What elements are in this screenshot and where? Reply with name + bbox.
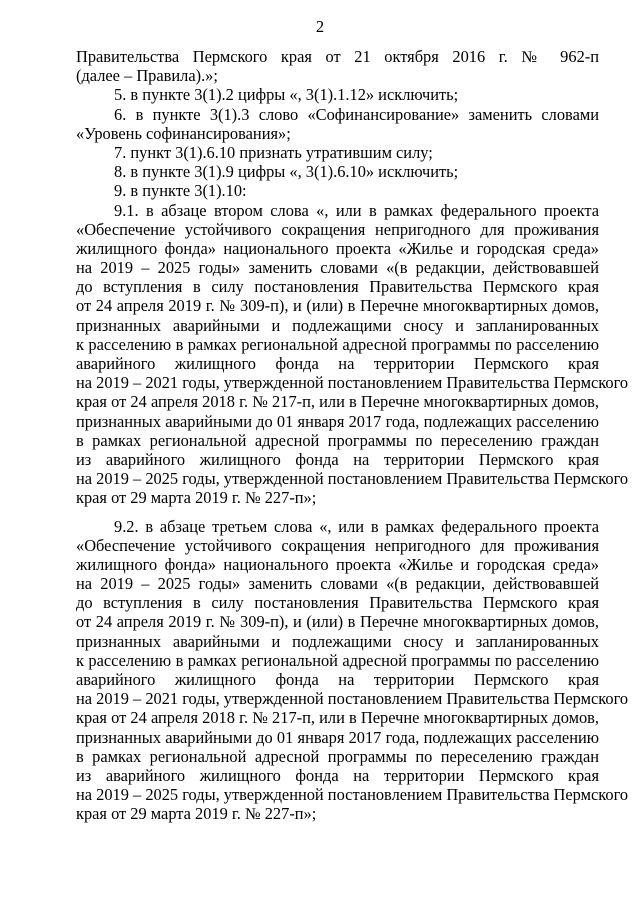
text-line: «Уровень софинансирования»; <box>76 123 291 143</box>
text-line: до вступления в силу постановления Правительства Пермского края <box>76 593 599 613</box>
text-line: 9.2. в абзаце третьем слова «, или в рамках федерального проекта <box>114 516 599 536</box>
text-line: от 24 апреля 2019 г. № 309-п), и (или) в Перечне многоквартирных домов, <box>76 612 599 632</box>
text-line: 8. в пункте 3(1).9 цифры «, 3(1).6.10» исключить; <box>114 162 459 182</box>
document-body <box>76 47 629 824</box>
text-line: 7. пункт 3(1).6.10 признать утратившим силу; <box>114 142 433 162</box>
text-line: аварийного жилищного фонда на территории Пермского края <box>76 670 599 689</box>
text-line: жилищного фонда» национального проекта «Жилье и городская среда» <box>76 238 599 258</box>
paragraph-gap <box>76 508 599 517</box>
text-line: края от 24 апреля 2018 г. № 217-п, или в Перечне многоквартирных домов, <box>76 392 599 412</box>
text-line: из аварийного жилищного фонда на территории Пермского края <box>76 449 599 469</box>
text-line: Правительства Пермского края от 21 октября 2016 г. № 962-п <box>76 47 599 66</box>
text-line: на 2019 – 2021 годы, утвержденной постановлением Правительства Пермского <box>76 689 629 709</box>
text-line: на 2019 – 2025 годы, утвержденной постановлением Правительства Пермского <box>76 469 629 489</box>
page-number: 2 <box>315 17 325 36</box>
text-line: из аварийного жилищного фонда на территории Пермского края <box>76 765 599 785</box>
text-line: 6. в пункте 3(1).3 слово «Софинансирование» заменить словами <box>114 104 599 124</box>
text-line: 9. в пункте 3(1).10: <box>114 181 247 201</box>
text-line: в рамках региональной адресной программы по переселению граждан <box>76 746 599 766</box>
text-line: края от 29 марта 2019 г. № 227-п»; <box>76 804 317 824</box>
text-line: «Обеспечение устойчивого сокращения непригодного для проживания <box>76 219 599 239</box>
text-line: аварийного жилищного фонда на территории Пермского края <box>76 354 599 373</box>
text-line: признанных аварийными и подлежащими сносу и запланированных <box>76 631 599 651</box>
text-line: признанных аварийными до 01 января 2017 года, подлежащих расселению <box>76 727 599 747</box>
text-line: на 2019 – 2025 годы» заменить словами «(в редакции, действовавшей <box>76 258 599 278</box>
text-line: в рамках региональной адресной программы по переселению граждан <box>76 430 599 450</box>
text-line: до вступления в силу постановления Правительства Пермского края <box>76 277 599 297</box>
text-line: 5. в пункте 3(1).2 цифры «, 3(1).1.12» исключить; <box>114 85 459 105</box>
text-line: признанных аварийными до 01 января 2017 года, подлежащих расселению <box>76 411 599 431</box>
text-line: края от 29 марта 2019 г. № 227-п»; <box>76 488 317 508</box>
text-line: на 2019 – 2025 годы» заменить словами «(в редакции, действовавшей <box>76 574 599 594</box>
text-line: от 24 апреля 2019 г. № 309-п), и (или) в Перечне многоквартирных домов, <box>76 296 599 316</box>
text-line: 9.1. в абзаце втором слова «, или в рамках федерального проекта <box>114 200 599 220</box>
text-line: (далее – Правила).»; <box>76 66 218 86</box>
text-line: на 2019 – 2021 годы, утвержденной постановлением Правительства Пермского <box>76 373 629 393</box>
text-line: жилищного фонда» национального проекта «Жилье и городская среда» <box>76 554 599 574</box>
text-line: края от 24 апреля 2018 г. № 217-п, или в Перечне многоквартирных домов, <box>76 708 599 728</box>
text-line: к расселению в рамках региональной адресной программы по расселению <box>76 650 599 670</box>
text-line: к расселению в рамках региональной адресной программы по расселению <box>76 334 599 354</box>
text-line: «Обеспечение устойчивого сокращения непригодного для проживания <box>76 535 599 555</box>
text-line: на 2019 – 2025 годы, утвержденной постановлением Правительства Пермского <box>76 785 629 805</box>
text-line: признанных аварийными и подлежащими сносу и запланированных <box>76 315 599 335</box>
